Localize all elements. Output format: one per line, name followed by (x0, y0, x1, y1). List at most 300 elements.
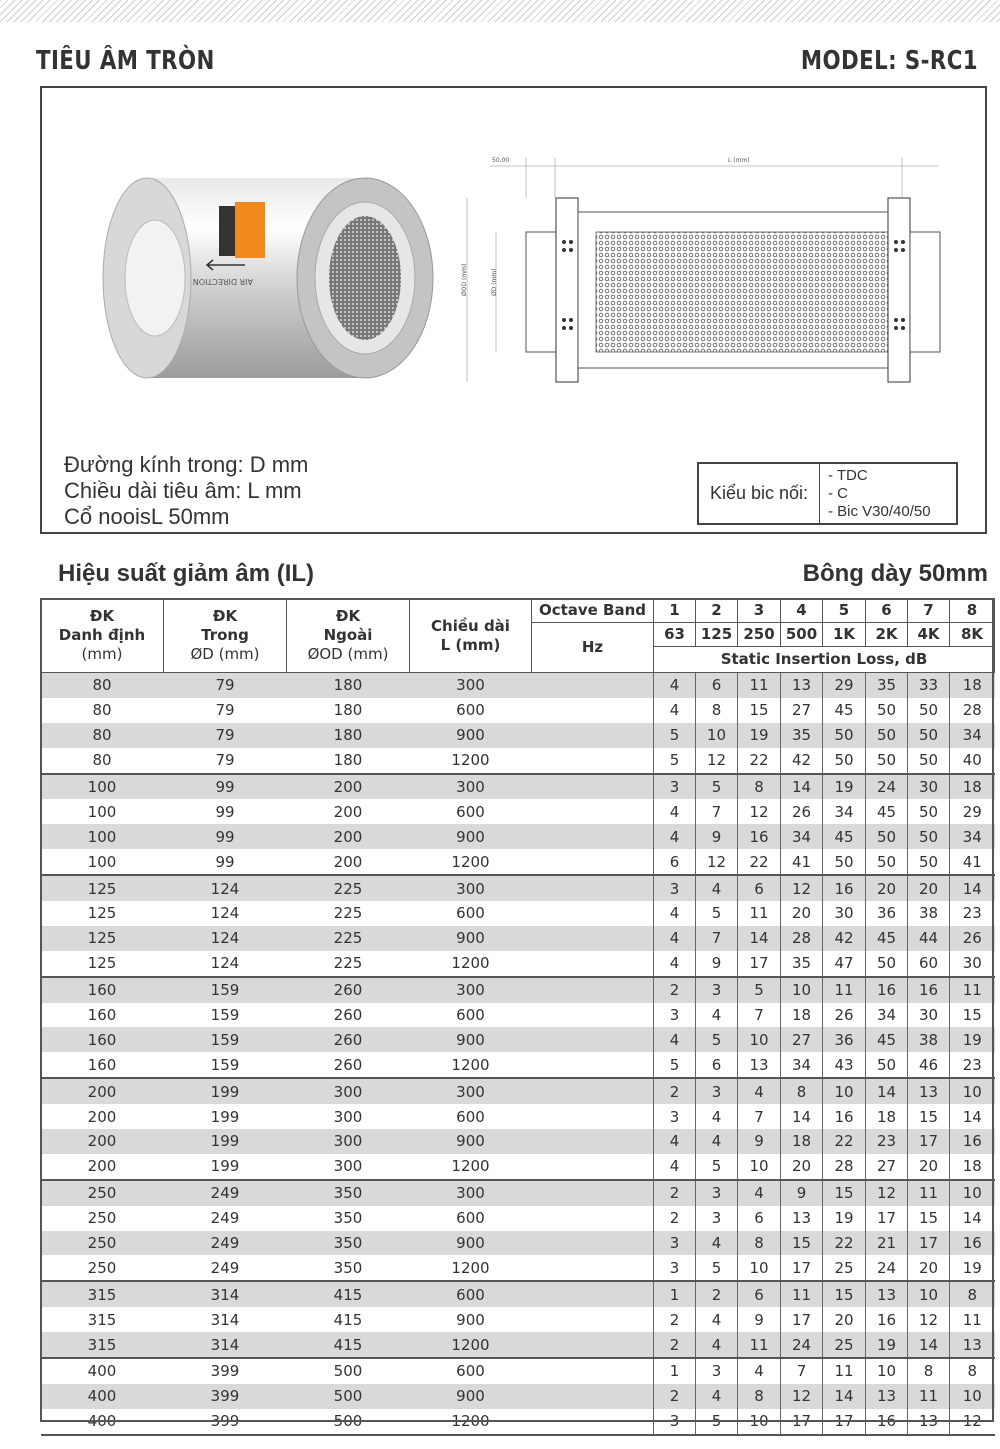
cell-loss-value: 7 (738, 1104, 781, 1129)
cell-loss-value: 1 (654, 1358, 696, 1384)
cell-length: 900 (410, 1231, 532, 1256)
cell-loss-value: 15 (823, 1281, 866, 1307)
cell-loss-value: 4 (696, 1104, 738, 1129)
cell-nominal: 200 (41, 1078, 164, 1104)
frequency-header: 1K (823, 623, 866, 647)
cell-inner-d: 249 (164, 1180, 287, 1206)
cell-loss-value: 5 (696, 774, 738, 800)
cell-loss-value: 16 (823, 1104, 866, 1129)
cell-loss-value: 3 (696, 977, 738, 1003)
cell-outer-d: 260 (333, 1006, 363, 1025)
col-inner-header: ĐK Trong ØD (mm) (164, 599, 287, 673)
cell-loss-value: 21 (866, 1231, 908, 1256)
connection-option: - Bic V30/40/50 (828, 503, 931, 520)
cell-loss-value: 10 (738, 1027, 781, 1052)
cell-length: 900 (456, 1310, 485, 1329)
table-row (41, 774, 995, 800)
cell-loss-value: 10 (866, 1358, 908, 1384)
cell-loss-value: 34 (866, 1003, 908, 1028)
hz-header: Hz (532, 623, 654, 673)
cell-loss-value: 11 (738, 1332, 781, 1358)
cell-loss-value: 23 (950, 901, 995, 926)
collar-dimension: 50.00 (492, 157, 510, 164)
cell-loss-value: 34 (781, 824, 823, 849)
cell-loss-value: 3 (654, 774, 696, 800)
cell-loss-value: 11 (950, 1307, 995, 1332)
cell-hz-empty (532, 698, 654, 723)
frequency-header: 63 (654, 623, 696, 647)
cell-nominal: 200 (41, 1129, 164, 1154)
cell-nominal: 160 (87, 1055, 117, 1074)
cell-loss-value: 4 (654, 926, 696, 951)
cell-loss-value: 50 (908, 824, 950, 849)
cell-loss-value: 18 (866, 1104, 908, 1129)
table-row (41, 1358, 995, 1384)
cell-loss-value: 34 (950, 824, 995, 849)
cell-loss-value: 6 (738, 875, 781, 901)
cell-loss-value: 30 (823, 901, 866, 926)
cell-loss-value: 50 (866, 951, 908, 977)
cell-inner-d: 159 (164, 1027, 287, 1052)
cell-loss-value: 16 (866, 1409, 908, 1435)
cell-loss-value: 13 (866, 1281, 908, 1307)
cell-length: 1200 (451, 1055, 490, 1074)
cell-outer-d: 260 (287, 1027, 410, 1052)
cell-hz-empty (532, 1384, 654, 1409)
cell-loss-value: 15 (908, 1206, 950, 1231)
cell-loss-value: 45 (866, 926, 908, 951)
cell-nominal: 250 (87, 1258, 117, 1277)
inner-diameter-label: ØD (mm) (491, 268, 498, 296)
table-row (41, 1332, 995, 1358)
cell-loss-value: 10 (781, 977, 823, 1003)
cell-inner-d: 249 (210, 1209, 240, 1228)
cell-nominal: 160 (41, 1027, 164, 1052)
cell-nominal: 160 (41, 977, 164, 1003)
cell-loss-value: 35 (866, 673, 908, 698)
cell-outer-d: 500 (287, 1358, 410, 1384)
cell-inner-d: 249 (210, 1258, 240, 1277)
cell-inner-d: 159 (164, 977, 287, 1003)
cell-outer-d: 200 (287, 774, 410, 800)
spec-length: Chiều dài tiêu âm: L mm (64, 478, 302, 503)
cell-loss-value: 12 (696, 748, 738, 774)
cell-length: 300 (410, 1078, 532, 1104)
cell-loss-value: 18 (950, 774, 995, 800)
cell-loss-value: 9 (781, 1180, 823, 1206)
cell-loss-value: 3 (696, 1358, 738, 1384)
cell-loss-value: 14 (781, 1104, 823, 1129)
cell-loss-value: 4 (738, 1078, 781, 1104)
cell-inner-d: 314 (210, 1310, 240, 1329)
section-title: Hiệu suất giảm âm (IL) (58, 560, 315, 587)
cell-hz-empty (532, 849, 654, 875)
cell-loss-value: 18 (781, 1129, 823, 1154)
cell-outer-d: 260 (333, 1055, 363, 1074)
cell-outer-d: 415 (333, 1310, 363, 1329)
cell-loss-value: 15 (738, 698, 781, 723)
cell-loss-value: 7 (696, 926, 738, 951)
model-number: MODEL: S-RC1 (800, 46, 978, 76)
cell-loss-value: 20 (908, 1154, 950, 1180)
product-image (95, 170, 440, 385)
cell-outer-d: 225 (287, 875, 410, 901)
cell-outer-d: 350 (287, 1180, 410, 1206)
cell-loss-value: 22 (738, 849, 781, 875)
technical-drawing (460, 150, 960, 390)
cell-inner-d: 159 (210, 1055, 240, 1074)
cell-inner-d: 159 (210, 1006, 240, 1025)
cell-loss-value: 20 (823, 1307, 866, 1332)
connection-option: - C (828, 485, 848, 502)
cell-loss-value: 5 (654, 723, 696, 748)
cell-loss-value: 14 (823, 1384, 866, 1409)
cell-loss-value: 50 (908, 723, 950, 748)
cell-loss-value: 19 (823, 774, 866, 800)
cell-loss-value: 45 (866, 1027, 908, 1052)
octave-band-header: Octave Band (532, 599, 654, 623)
table-row (41, 1027, 995, 1052)
cell-hz-empty (532, 774, 654, 800)
cell-length: 1200 (451, 954, 490, 973)
insertion-loss-table (40, 598, 995, 1436)
cell-length: 1200 (410, 1409, 532, 1435)
cell-inner-d: 99 (215, 852, 235, 871)
cell-loss-value: 12 (908, 1307, 950, 1332)
cell-loss-value: 34 (781, 1052, 823, 1078)
cell-loss-value: 11 (823, 977, 866, 1003)
cell-length: 600 (456, 802, 485, 821)
cell-loss-value: 43 (823, 1052, 866, 1078)
cell-loss-value: 11 (908, 1384, 950, 1409)
cell-nominal: 200 (87, 1157, 117, 1176)
cell-loss-value: 42 (823, 926, 866, 951)
cell-loss-value: 16 (950, 1129, 995, 1154)
cell-loss-value: 50 (823, 723, 866, 748)
cell-loss-value: 3 (654, 1409, 696, 1435)
connection-type-box (697, 462, 958, 525)
header-hatch-band (0, 0, 1000, 22)
cell-loss-value: 4 (654, 698, 696, 723)
frequency-header: 4K (908, 623, 950, 647)
cell-outer-d: 300 (287, 1129, 410, 1154)
loss-unit-header: Static Insertion Loss, dB (654, 647, 995, 673)
cell-loss-value: 8 (738, 1231, 781, 1256)
cell-outer-d: 500 (287, 1384, 410, 1409)
cell-loss-value: 4 (696, 1307, 738, 1332)
cell-length: 1200 (451, 1157, 490, 1176)
cell-loss-value: 15 (823, 1180, 866, 1206)
cell-loss-value: 44 (908, 926, 950, 951)
cell-length: 600 (456, 1006, 485, 1025)
cell-nominal: 250 (41, 1231, 164, 1256)
cell-loss-value: 22 (738, 748, 781, 774)
cell-loss-value: 20 (866, 875, 908, 901)
cell-outer-d: 415 (287, 1332, 410, 1358)
cell-loss-value: 4 (738, 1358, 781, 1384)
cell-nominal: 200 (87, 1107, 117, 1126)
cell-loss-value: 9 (696, 951, 738, 977)
cell-loss-value: 3 (654, 1231, 696, 1256)
cell-nominal: 80 (41, 723, 164, 748)
cell-loss-value: 10 (950, 1384, 995, 1409)
cell-loss-value: 10 (696, 723, 738, 748)
cell-loss-value: 7 (696, 799, 738, 824)
band-number: 2 (696, 599, 738, 623)
cell-loss-value: 13 (781, 673, 823, 698)
table-row (41, 1307, 995, 1332)
cell-loss-value: 6 (738, 1206, 781, 1231)
cell-loss-value: 17 (781, 1409, 823, 1435)
cell-inner-d: 199 (164, 1078, 287, 1104)
cell-inner-d: 399 (164, 1358, 287, 1384)
connection-option: - TDC (828, 467, 868, 484)
cell-hz-empty (532, 748, 654, 774)
cell-loss-value: 50 (908, 799, 950, 824)
cell-hz-empty (532, 875, 654, 901)
cell-length: 300 (410, 977, 532, 1003)
cell-loss-value: 36 (866, 901, 908, 926)
insulation-thickness: Bông dày 50mm (802, 560, 988, 587)
table-row (41, 1129, 995, 1154)
cell-loss-value: 50 (908, 698, 950, 723)
table-row (41, 673, 995, 698)
table-row (41, 723, 995, 748)
table-row (41, 748, 995, 774)
table-row (41, 1052, 995, 1078)
cell-loss-value: 33 (908, 673, 950, 698)
cell-length: 1200 (451, 1258, 490, 1277)
cell-inner-d: 399 (164, 1384, 287, 1409)
cell-nominal: 125 (87, 954, 117, 973)
cell-nominal: 315 (41, 1332, 164, 1358)
cell-nominal: 315 (41, 1281, 164, 1307)
cell-loss-value: 11 (781, 1281, 823, 1307)
cell-inner-d: 79 (215, 701, 235, 720)
cell-loss-value: 46 (908, 1052, 950, 1078)
cell-loss-value: 38 (908, 1027, 950, 1052)
cell-nominal: 100 (41, 774, 164, 800)
cell-loss-value: 5 (696, 1409, 738, 1435)
cell-loss-value: 35 (781, 723, 823, 748)
table-row (41, 1104, 995, 1129)
frequency-header: 2K (866, 623, 908, 647)
cell-loss-value: 5 (696, 1027, 738, 1052)
table-row (41, 1384, 995, 1409)
cell-hz-empty (532, 1332, 654, 1358)
cell-nominal: 100 (41, 824, 164, 849)
cell-loss-value: 50 (866, 698, 908, 723)
cell-inner-d: 79 (164, 723, 287, 748)
frequency-header: 500 (781, 623, 823, 647)
cell-loss-value: 10 (738, 1409, 781, 1435)
cell-outer-d: 260 (287, 977, 410, 1003)
cell-hz-empty (532, 1358, 654, 1384)
cell-loss-value: 20 (908, 875, 950, 901)
cell-hz-empty (532, 1003, 654, 1028)
table-row (41, 1409, 995, 1435)
cell-loss-value: 50 (823, 849, 866, 875)
cell-inner-d: 124 (164, 926, 287, 951)
cell-hz-empty (532, 977, 654, 1003)
spec-collar: Cổ nooisL 50mm (64, 504, 230, 529)
cell-loss-value: 14 (950, 1104, 995, 1129)
cell-loss-value: 4 (654, 673, 696, 698)
cell-loss-value: 18 (950, 1154, 995, 1180)
cell-loss-value: 5 (696, 901, 738, 926)
cell-loss-value: 7 (781, 1358, 823, 1384)
cell-outer-d: 350 (287, 1231, 410, 1256)
cell-loss-value: 17 (781, 1255, 823, 1281)
cell-hz-empty (532, 799, 654, 824)
cell-loss-value: 4 (696, 1003, 738, 1028)
cell-loss-value: 3 (654, 1255, 696, 1281)
table-row (41, 1180, 995, 1206)
cell-inner-d: 199 (164, 1129, 287, 1154)
table-row (41, 875, 995, 901)
cell-loss-value: 3 (696, 1180, 738, 1206)
band-number: 7 (908, 599, 950, 623)
cell-loss-value: 19 (950, 1027, 995, 1052)
cell-loss-value: 3 (654, 1104, 696, 1129)
outer-diameter-label: ØOD (mm) (461, 263, 468, 296)
cell-loss-value: 16 (823, 875, 866, 901)
cell-loss-value: 2 (654, 977, 696, 1003)
cell-loss-value: 25 (823, 1255, 866, 1281)
length-dimension: L (mm) (728, 157, 750, 164)
cell-length: 600 (410, 1358, 532, 1384)
cell-loss-value: 17 (738, 951, 781, 977)
table-row (41, 1231, 995, 1256)
cell-loss-value: 25 (823, 1332, 866, 1358)
cell-length: 900 (410, 1129, 532, 1154)
cell-loss-value: 3 (654, 875, 696, 901)
cell-hz-empty (532, 1129, 654, 1154)
cell-loss-value: 19 (866, 1332, 908, 1358)
cell-hz-empty (532, 951, 654, 977)
cell-loss-value: 13 (738, 1052, 781, 1078)
cell-outer-d: 180 (287, 673, 410, 698)
cell-loss-value: 28 (781, 926, 823, 951)
cell-loss-value: 17 (781, 1307, 823, 1332)
cell-nominal: 315 (87, 1310, 117, 1329)
cell-inner-d: 79 (164, 673, 287, 698)
cell-inner-d: 99 (215, 802, 235, 821)
cell-length: 1200 (451, 751, 490, 770)
cell-length: 600 (456, 701, 485, 720)
cell-loss-value: 12 (950, 1409, 995, 1435)
cell-loss-value: 47 (823, 951, 866, 977)
table-row (41, 1206, 995, 1231)
cell-outer-d: 350 (333, 1258, 363, 1277)
cell-nominal: 400 (41, 1384, 164, 1409)
cell-nominal: 125 (41, 875, 164, 901)
cell-loss-value: 4 (696, 875, 738, 901)
cell-loss-value: 2 (696, 1281, 738, 1307)
cell-loss-value: 50 (866, 1052, 908, 1078)
table-row (41, 901, 995, 926)
cell-loss-value: 2 (654, 1078, 696, 1104)
cell-loss-value: 2 (654, 1206, 696, 1231)
cell-inner-d: 399 (164, 1409, 287, 1435)
cell-loss-value: 22 (823, 1231, 866, 1256)
cell-loss-value: 11 (950, 977, 995, 1003)
cell-loss-value: 10 (950, 1180, 995, 1206)
cell-loss-value: 6 (654, 849, 696, 875)
page-title: TIÊU ÂM TRÒN (36, 46, 215, 76)
cell-loss-value: 16 (950, 1231, 995, 1256)
band-number: 4 (781, 599, 823, 623)
cell-inner-d: 79 (215, 751, 235, 770)
table-row (41, 977, 995, 1003)
connection-label: Kiểu bic nối: (699, 464, 820, 523)
cell-length: 900 (410, 824, 532, 849)
cell-loss-value: 16 (908, 977, 950, 1003)
cell-length: 300 (410, 1180, 532, 1206)
cell-loss-value: 35 (781, 951, 823, 977)
cell-loss-value: 8 (908, 1358, 950, 1384)
cell-nominal: 100 (87, 852, 117, 871)
cell-loss-value: 16 (866, 1307, 908, 1332)
cell-nominal: 80 (41, 673, 164, 698)
cell-loss-value: 45 (866, 799, 908, 824)
cell-loss-value: 29 (950, 799, 995, 824)
cell-inner-d: 99 (164, 774, 287, 800)
cell-nominal: 250 (87, 1209, 117, 1228)
col-length-header: Chiều dài L (mm) (410, 599, 532, 673)
cell-hz-empty (532, 723, 654, 748)
cell-loss-value: 2 (654, 1384, 696, 1409)
cell-loss-value: 12 (781, 1384, 823, 1409)
cell-loss-value: 26 (950, 926, 995, 951)
cell-loss-value: 13 (950, 1332, 995, 1358)
cell-loss-value: 1 (654, 1281, 696, 1307)
cell-nominal: 100 (87, 802, 117, 821)
cell-loss-value: 19 (738, 723, 781, 748)
cell-length: 300 (410, 673, 532, 698)
cell-length: 300 (410, 774, 532, 800)
cell-loss-value: 16 (738, 824, 781, 849)
cell-loss-value: 14 (781, 774, 823, 800)
cell-outer-d: 225 (333, 954, 363, 973)
cell-loss-value: 14 (950, 875, 995, 901)
cell-loss-value: 5 (654, 1052, 696, 1078)
cell-loss-value: 22 (823, 1129, 866, 1154)
table-row (41, 1154, 995, 1180)
cell-loss-value: 13 (908, 1078, 950, 1104)
cell-loss-value: 18 (781, 1003, 823, 1028)
cell-outer-d: 500 (287, 1409, 410, 1435)
cell-loss-value: 28 (823, 1154, 866, 1180)
cell-loss-value: 24 (866, 774, 908, 800)
cell-length: 900 (410, 1027, 532, 1052)
cell-nominal: 160 (87, 1006, 117, 1025)
cell-outer-d: 200 (333, 802, 363, 821)
cell-loss-value: 14 (908, 1332, 950, 1358)
cell-outer-d: 300 (333, 1107, 363, 1126)
band-number: 6 (866, 599, 908, 623)
cell-outer-d: 350 (333, 1209, 363, 1228)
cell-hz-empty (532, 1027, 654, 1052)
cell-length: 300 (410, 875, 532, 901)
cell-loss-value: 28 (950, 698, 995, 723)
cell-length: 600 (456, 904, 485, 923)
cell-hz-empty (532, 1052, 654, 1078)
cell-loss-value: 27 (781, 1027, 823, 1052)
cell-loss-value: 29 (823, 673, 866, 698)
cell-loss-value: 18 (950, 673, 995, 698)
cell-loss-value: 2 (654, 1307, 696, 1332)
